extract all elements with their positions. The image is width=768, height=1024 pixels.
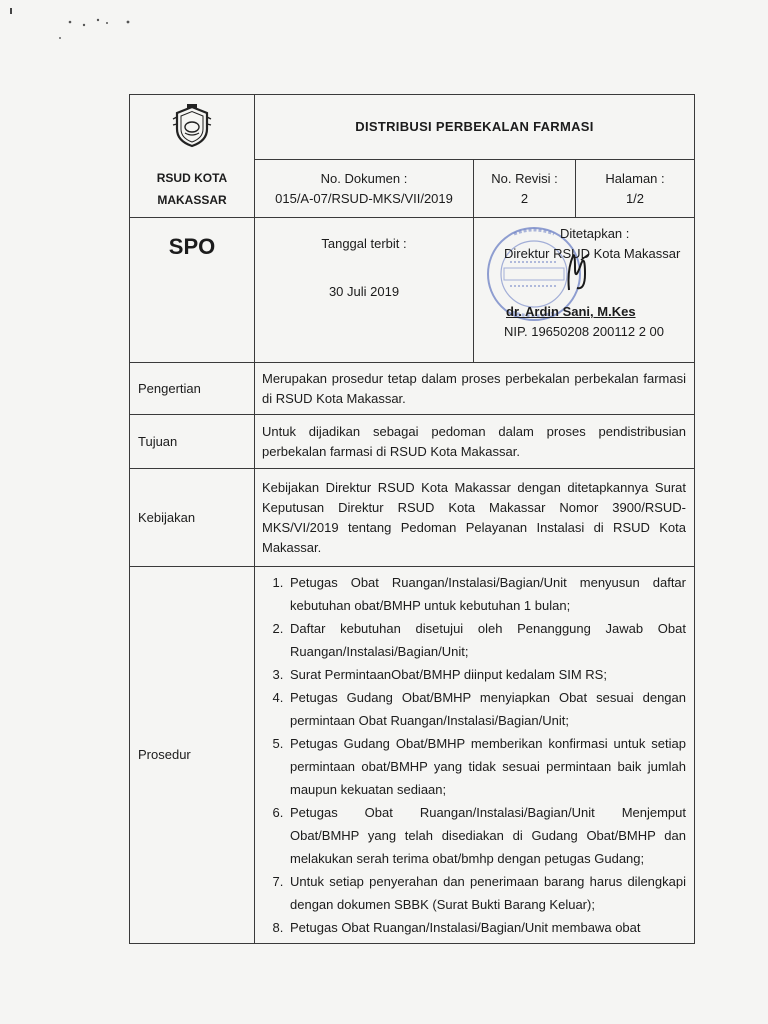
- organization-name: RSUD KOTA MAKASSAR: [156, 171, 228, 207]
- no-dokumen-value: 015/A-07/RSUD-MKS/VII/2019: [275, 190, 453, 206]
- no-revisi-label: No. Revisi :: [491, 170, 558, 186]
- tujuan-label: Tujuan: [130, 415, 255, 469]
- ditetapkan-label: Ditetapkan :: [560, 226, 630, 241]
- prosedur-label: Prosedur: [130, 567, 255, 944]
- prosedur-item: 4. Petugas Gudang Obat/BMHP menyiapkan Obat sesuai dengan permintaan Obat Ruangan/Instalasi/Bagian/Unit;: [287, 686, 686, 732]
- prosedur-item: 6. Petugas Obat Ruangan/Instalasi/Bagian/Unit Menjemput Obat/BMHP yang telah disediakan di Gudang Obat/BMHP dan melakukan serah terima obat/bmhp dengan petugas Gudang;: [287, 801, 686, 870]
- halaman-label: Halaman :: [605, 170, 665, 186]
- tanggal-terbit-value: 30 Juli 2019: [328, 284, 400, 299]
- kebijakan-text: Kebijakan Direktur RSUD Kota Makassar dengan ditetapkannya Surat Keputusan Direktur RSUD Kota Makassar Nomor 3900/RSUD-MKS/VI/2019 tentang Pedoman Pelayanan Instalasi di RSUD Kota Makassar.: [255, 469, 695, 567]
- ditetapkan-cell: [474, 218, 695, 363]
- prosedur-item: 3. Surat PermintaanObat/BMHP diinput kedalam SIM RS;: [287, 663, 686, 686]
- halaman-value: 1/2: [625, 190, 645, 206]
- ditetapkan-by: Direktur RSUD Kota Makassar: [504, 246, 681, 261]
- prosedur-item: 2. Daftar kebutuhan disetujui oleh Penanggung Jawab Obat Ruangan/Instalasi/Bagian/Unit;: [287, 617, 686, 663]
- header-logo-cell: [130, 95, 255, 218]
- tanggal-terbit-label: Tanggal terbit :: [321, 236, 407, 251]
- ditetapkan-block: [474, 218, 694, 342]
- no-revisi-cell: [474, 160, 576, 218]
- kebijakan-label: Kebijakan: [130, 469, 255, 567]
- spo-cell: [130, 218, 255, 363]
- prosedur-list: [255, 567, 694, 943]
- tanggal-terbit-cell: [255, 218, 474, 363]
- prosedur-item: 8. Petugas Obat Ruangan/Instalasi/Bagian/Unit membawa obat: [287, 916, 686, 939]
- prosedur-item: 1. Petugas Obat Ruangan/Instalasi/Bagian/Unit menyusun daftar kebutuhan obat/BMHP untuk kebutuhan 1 bulan;: [287, 571, 686, 617]
- director-nip: NIP. 19650208 200112 2 00: [504, 324, 664, 339]
- halaman-cell: [576, 160, 695, 218]
- prosedur-content: [255, 567, 695, 944]
- pengertian-label: Pengertian: [130, 363, 255, 415]
- director-name: dr. Ardin Sani, M.Kes: [506, 304, 636, 319]
- prosedur-item: 5. Petugas Gudang Obat/BMHP memberikan konfirmasi untuk setiap permintaan obat/BMHP yang tidak sesuai permintaan baik jumlah maupun kekuatan sediaan;: [287, 732, 686, 801]
- document-title: DISTRIBUSI PERBEKALAN FARMASI: [355, 119, 594, 134]
- no-revisi-value: 2: [520, 190, 529, 206]
- no-dokumen-label: No. Dokumen :: [320, 170, 408, 186]
- city-seal-icon: [169, 103, 215, 149]
- tujuan-text: Untuk dijadikan sebagai pedoman dalam proses pendistribusian perbekalan farmasi di RSUD Kota Makassar.: [255, 415, 695, 469]
- no-dokumen-cell: [255, 160, 474, 218]
- prosedur-item: 7. Untuk setiap penyerahan dan penerimaan barang harus dilengkapi dengan dokumen SBBK (Surat Bukti Barang Keluar);: [287, 870, 686, 916]
- document-title-cell: [255, 95, 695, 160]
- scan-specks: [0, 0, 150, 40]
- pengertian-text: Merupakan prosedur tetap dalam proses perbekalan perbekalan farmasi di RSUD Kota Makassar.: [255, 363, 695, 415]
- spo-document-table: [129, 94, 695, 944]
- spo-label: SPO: [168, 233, 216, 259]
